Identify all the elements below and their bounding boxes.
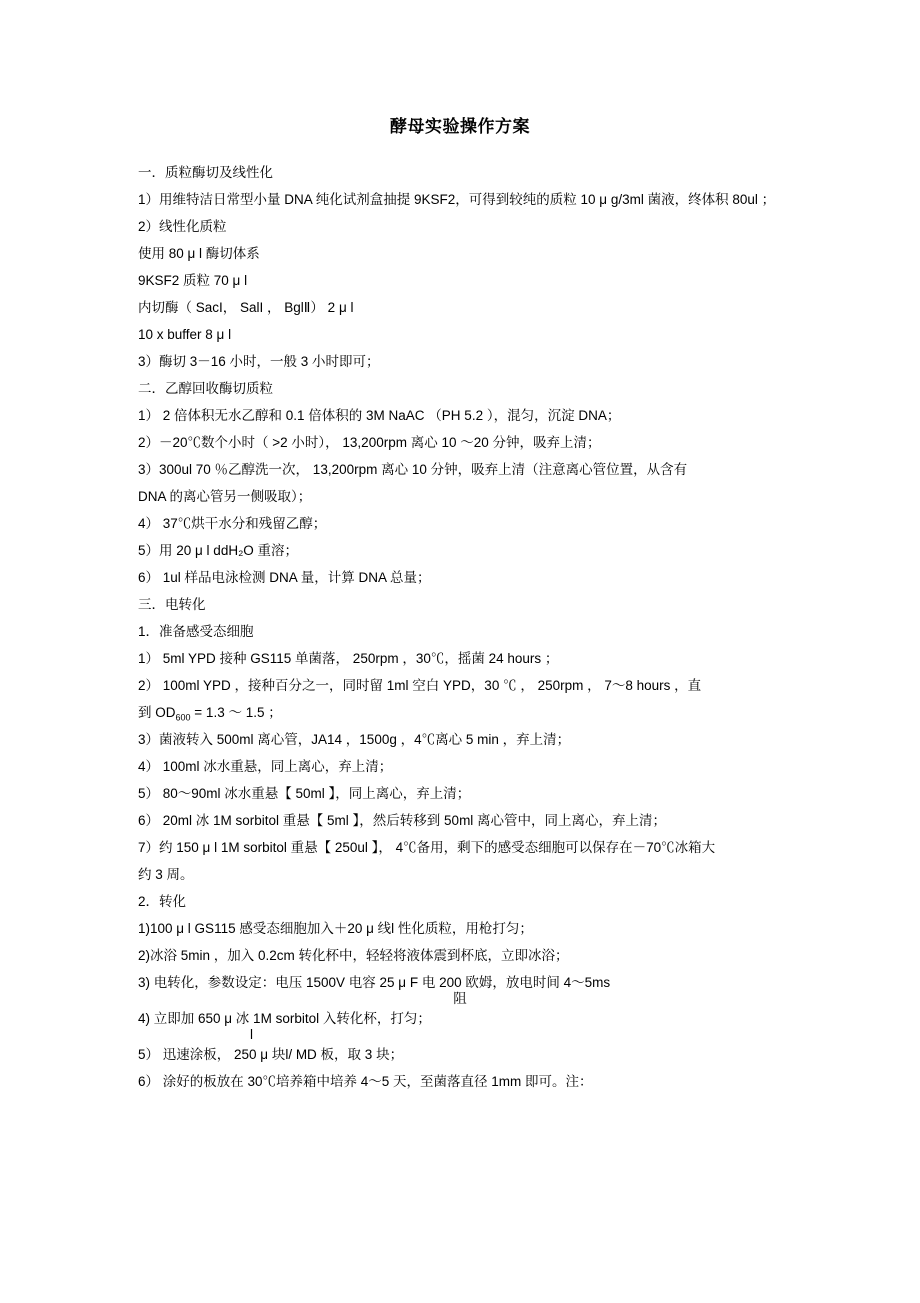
page-title: 酵母实验操作方案: [390, 117, 530, 136]
paragraph-24: 约 3 周。: [138, 867, 194, 882]
paragraph-31: 6） 涂好的板放在 30℃培养箱中培养 4～5 天，至菌落直径 1mm 即可。注：: [138, 1074, 593, 1089]
paragraph-15: 1．准备感受态细胞: [138, 624, 254, 639]
section-heading-2: 二．乙醇回收酶切质粒: [138, 381, 273, 396]
document-body: [138, 159, 782, 1095]
paragraph-28-overflow: 阻: [453, 991, 467, 1006]
paragraph-6: 10 x buffer 8 μ l: [138, 327, 232, 342]
section-heading-3: 三．电转化: [138, 597, 206, 612]
paragraph-14: 6） 1ul 样品电泳检测 DNA 量，计算 DNA 总量；: [138, 570, 431, 585]
section-heading-1: 一．质粒酶切及线性化: [138, 165, 273, 180]
paragraph-21: 5） 80～90ml 冰水重悬【 50ml 】，同上离心，弃上清；: [138, 786, 471, 801]
paragraph-3: 使用 80 μ l 酶切体系: [138, 246, 260, 261]
paragraph-19: 3）菌液转入 500ml 离心管，JA14 ，1500g ，4℃离心 5 min ，弃上清；: [138, 732, 571, 747]
paragraph-27: 2)冰浴 5min ，加入 0.2cm 转化杯中，轻轻将液体震到杯底，立即冰浴；: [138, 948, 569, 963]
paragraph-20: 4） 100ml 冰水重悬，同上离心，弃上清；: [138, 759, 393, 774]
paragraph-28: 3) 电转化，参数设定：电压 1500V 电容 25 μ F 电 200 欧姆，放电时间 4～5ms: [138, 975, 611, 990]
paragraph-7: 3）酶切 3－16 小时，一般 3 小时即可；: [138, 354, 380, 369]
paragraph-30: 5） 迅速涂板， 250 μ 块l/ MD 板，取 3 块；: [138, 1047, 404, 1062]
paragraph-17: 2） 100ml YPD ，接种百分之一，同时留 1ml 空白 YPD，30 ℃ ， 250rpm ， 7～8 hours ，直: [138, 678, 702, 693]
paragraph-5: 内切酶（ SacI， SalI ， BglⅡ） 2 μ l: [138, 300, 354, 315]
paragraph-13: 5）用 20 μ l ddH₂O 重溶；: [138, 543, 299, 558]
paragraph-4: 9KSF2 质粒 70 μ l: [138, 273, 248, 288]
paragraph-1: 1）用维特洁日常型小量 DNA 纯化试剂盒抽提 9KSF2，可得到较纯的质粒 10 μ g/3ml 菌液，终体积 80ul ；: [138, 192, 776, 207]
paragraph-2: 2）线性化质粒: [138, 219, 227, 234]
paragraph-18: 到 $OD_{600} = 1.3$ ～ 1.5 ；: [138, 705, 282, 723]
paragraph-25: 2．转化: [138, 894, 187, 909]
paragraph-16: 1） 5ml YPD 接种 GS115 单菌落， 250rpm ，30℃，摇菌 24 hours ；: [138, 651, 559, 666]
paragraph-8: 1） 2 倍体积无水乙醇和 0.1 倍体积的 3M NaAC （PH 5.2 ），混匀，沉淀 DNA；: [138, 408, 621, 423]
paragraph-9: 2）－20℃数个小时（ >2 小时）， 13,200rpm 离心 10 ～20 分钟，吸弃上清；: [138, 435, 601, 450]
paragraph-29-overflow: l: [250, 1027, 253, 1042]
paragraph-23: 7）约 150 μ l 1M sorbitol 重悬【 250ul 】， 4℃备用，剩下的感受态细胞可以保存在－70℃冰箱大: [138, 840, 716, 855]
paragraph-26: 1)100 μ l GS115 感受态细胞加入＋20 μ 线l 性化质粒，用枪打匀；: [138, 921, 533, 936]
paragraph-12: 4） 37℃烘干水分和残留乙醇；: [138, 516, 327, 531]
paragraph-22: 6） 20ml 冰 1M sorbitol 重悬【 5ml 】，然后转移到 50ml 离心管中，同上离心，弃上清；: [138, 813, 667, 828]
subscript-600: 600: [175, 712, 191, 723]
paragraph-29: 4) 立即加 650 μ 冰 1M sorbitol 入转化杯，打匀；: [138, 1011, 431, 1026]
paragraph-11: DNA 的离心管另一侧吸取）；: [138, 489, 312, 504]
paragraph-10: 3）300ul 70 ％乙醇洗一次， 13,200rpm 离心 10 分钟，吸弃上清（注意离心管位置，从含有: [138, 462, 688, 477]
